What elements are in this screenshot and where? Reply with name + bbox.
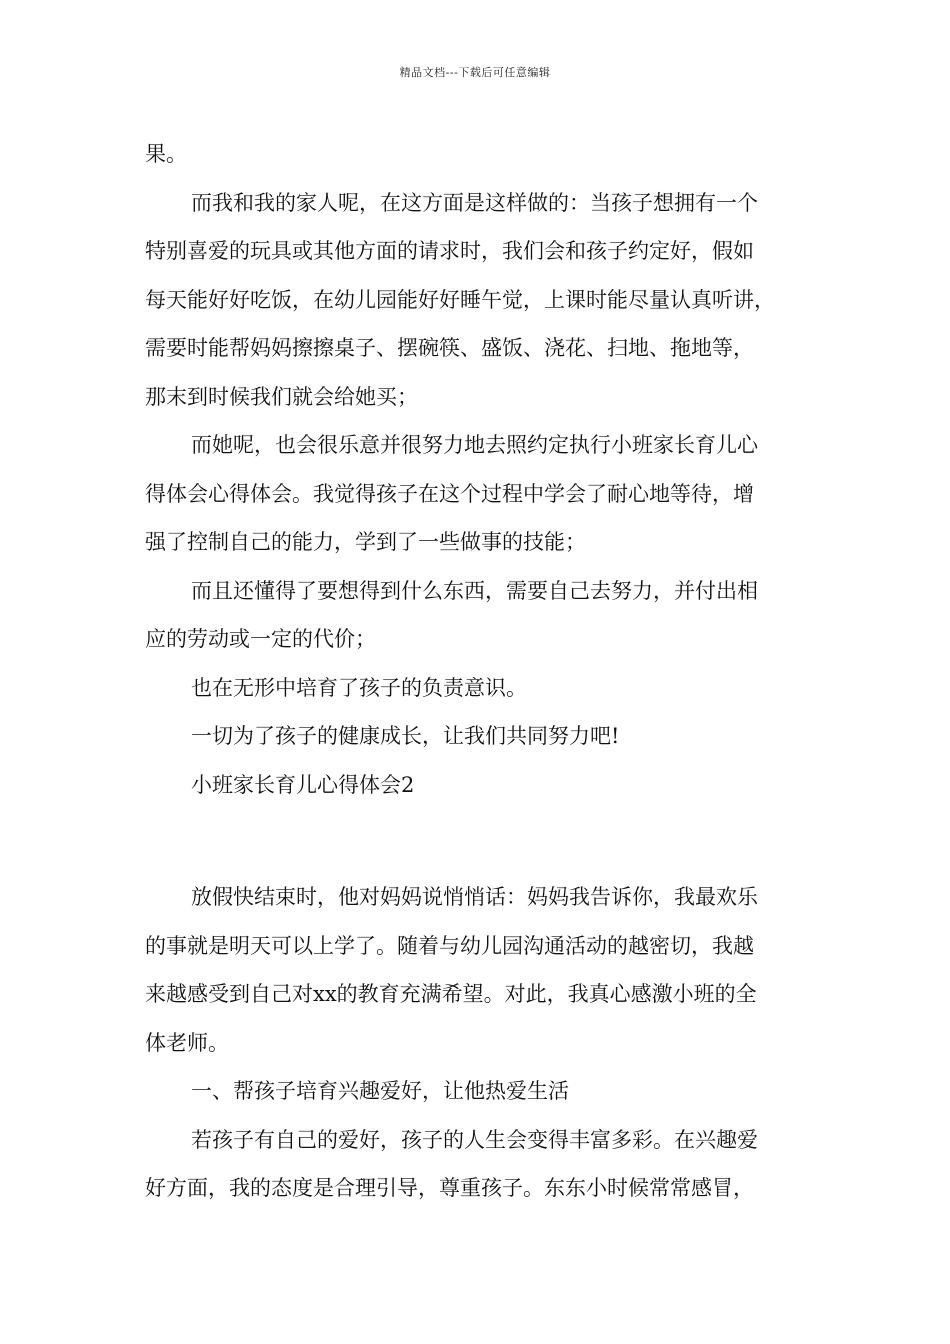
paragraph-line: 也在无形中培育了孩子的负责意识。 — [191, 675, 527, 700]
document-body — [145, 130, 825, 1213]
paragraph-line: 果。 — [145, 142, 187, 166]
paragraph-line: 特别喜爱的玩具或其他方面的请求时，我们会和孩子约定好，假如 — [145, 239, 754, 263]
paragraph-line: 强了控制自己的能力，学到了一些做事的技能； — [145, 530, 586, 554]
page-header: 精品文档---下载后可任意编辑 — [399, 66, 551, 79]
subsection-heading: 一、帮孩子培育兴趣爱好，让他热爱生活 — [191, 1079, 569, 1103]
paragraph-line: 体老师。 — [145, 1030, 229, 1055]
paragraph-line: 每天能好好吃饭，在幼儿园能好好睡午觉，上课时能尽量认真听讲， — [145, 287, 775, 312]
paragraph-line: 那末到时候我们就会给她买； — [145, 384, 418, 409]
paragraph-line: 得体会心得体会。我觉得孩子在这个过程中学会了耐心地等待，增 — [145, 481, 754, 506]
paragraph-line: 需要时能帮妈妈擦擦桌子、摆碗筷、盛饭、浇花、扫地、拖地等， — [145, 336, 754, 360]
paragraph-line: 放假快结束时，他对妈妈说悄悄话：妈妈我告诉你，我最欢乐 — [191, 885, 758, 909]
paragraph-line: 而且还懂得了要想得到什么东西，需要自己去努力，并付出相 — [191, 578, 758, 603]
paragraph-line: 来越感受到自己对xx的教育充满希望。对此，我真心感激小班的全 — [145, 982, 757, 1006]
paragraph-line: 若孩子有自己的爱好，孩子的人生会变得丰富多彩。在兴趣爱 — [191, 1127, 758, 1152]
blank-gap — [145, 809, 825, 873]
paragraph-line: 而她呢，也会很乐意并很努力地去照约定执行小班家长育儿心 — [191, 433, 758, 457]
paragraph-line: 而我和我的家人呢，在这方面是这样做的：当孩子想拥有一个 — [191, 190, 758, 215]
section-title: 小班家长育儿心得体会2 — [191, 772, 415, 797]
paragraph-line: 一切为了孩子的健康成长，让我们共同努力吧! — [191, 724, 620, 748]
paragraph-line: 好方面，我的态度是合理引导，尊重孩子。东东小时候常常感冒， — [145, 1176, 754, 1200]
paragraph-line: 的事就是明天可以上学了。随着与幼儿园沟通活动的越密切，我越 — [145, 933, 754, 958]
paragraph-line: 应的劳动或一定的代价； — [145, 627, 376, 651]
